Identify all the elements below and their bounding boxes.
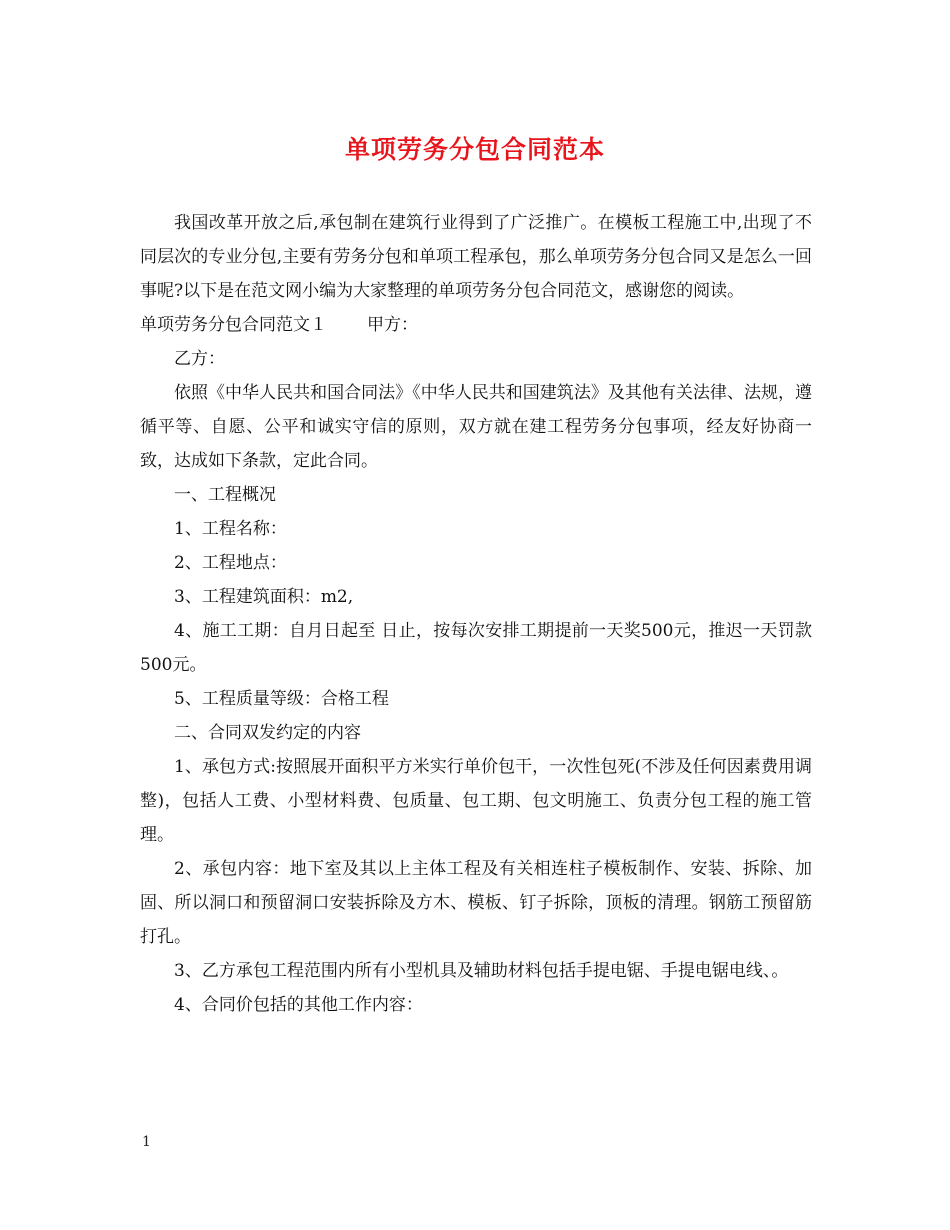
section-1-item-4: 4、施工工期：自月日起至 日止，按每次安排工期提前一天奖500元，推迟一天罚款500元。 [140, 621, 812, 675]
page-number: 1 [142, 1134, 151, 1150]
section-1-item-5: 5、工程质量等级：合格工程 [174, 689, 389, 709]
intro-paragraph: 我国改革开放之后,承包制在建筑行业得到了广泛推广。在模板工程施工中,出现了不同层次的专业分包,主要有劳务分包和单项工程承包，那么单项劳务分包合同又是怎么一回事呢?以下是在范文网小编为大家整理的单项劳务分包合同范文，感谢您的阅读。 [140, 213, 812, 301]
sample-heading-line [140, 308, 812, 342]
section-1-item-2: 2、工程地点： [174, 553, 287, 573]
section-2-item-3: 3、乙方承包工程范围内所有小型机具及辅助材料包括手提电锯、手提电锯电线、。 [174, 961, 789, 981]
section-2-heading: 二、合同双发约定的内容 [174, 723, 361, 743]
section-2-item-1: 1、承包方式:按照展开面积平方米实行单价包干，一次性包死(不涉及任何因素费用调整)，包括人工费、小型材料费、包质量、包工期、包文明施工、负责分包工程的施工管理。 [140, 757, 812, 845]
sample-heading: 单项劳务分包合同范文１ [140, 315, 327, 335]
section-2-item-4: 4、合同价包括的其他工作内容： [174, 995, 423, 1015]
section-1-heading: 一、工程概况 [174, 485, 276, 505]
preamble-paragraph: 依照《中华人民共和国合同法》《中华人民共和国建筑法》及其他有关法律、法规，遵循平等、自愿、公平和诚实守信的原则，双方就在建工程劳务分包事项，经友好协商一致，达成如下条款，定此合同。 [140, 383, 812, 471]
section-1-item-1: 1、工程名称： [174, 519, 287, 539]
section-1-item-3: 3、工程建筑面积：m2, [174, 587, 354, 607]
section-2-item-2: 2、承包内容：地下室及其以上主体工程及有关相连柱子模板制作、安装、拆除、加固、所以洞口和预留洞口安装拆除及方木、模板、钉子拆除，顶板的清理。钢筋工预留筋打孔。 [140, 859, 812, 947]
document-title: 单项劳务分包合同范本 [344, 135, 605, 164]
document-body [140, 206, 812, 1022]
party-b-label: 乙方： [174, 349, 225, 369]
party-a-label: 甲方： [367, 315, 418, 335]
